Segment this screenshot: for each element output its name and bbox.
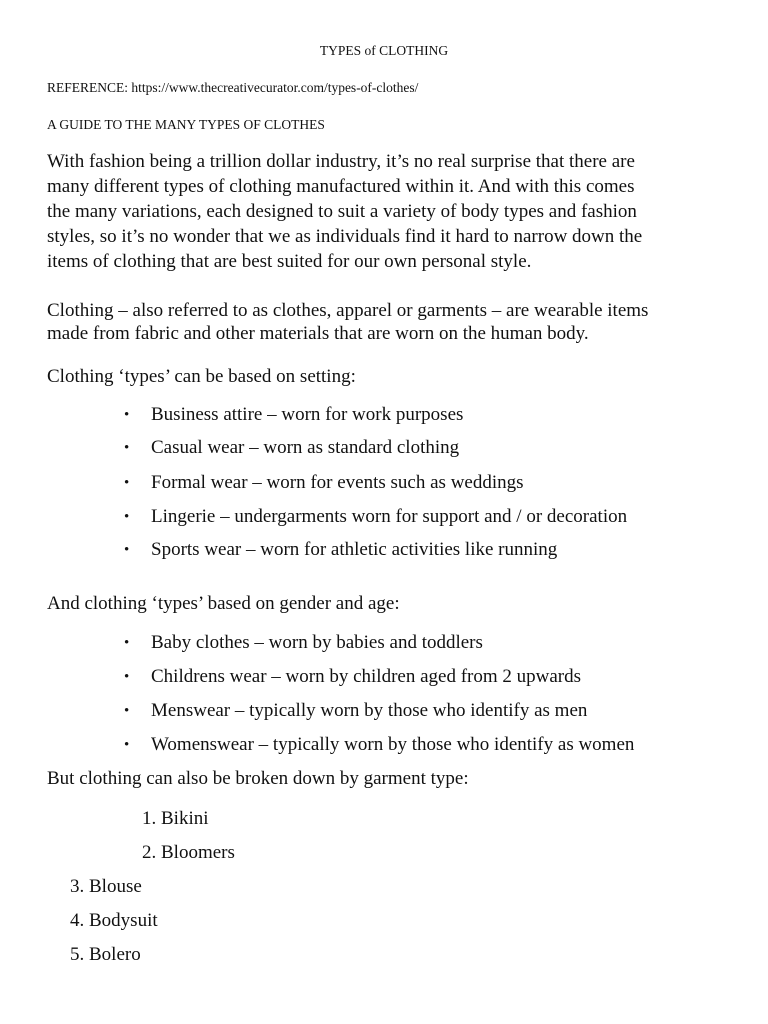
- garment-list-item: [70, 876, 142, 898]
- setting-item-label: Sports wear – worn for athletic activities like running: [151, 539, 558, 560]
- gender-item-label: Baby clothes – worn by babies and toddlers: [151, 632, 483, 653]
- setting-list-item: [124, 539, 557, 561]
- setting-list-item: [124, 506, 627, 528]
- setting-list-item: [124, 437, 459, 459]
- garment-item-label: Bloomers: [161, 842, 235, 863]
- list-number: 1.: [142, 808, 157, 829]
- para1-line: many different types of clothing manufactured within it. And with this comes: [47, 176, 635, 197]
- bullet-icon: •: [124, 407, 130, 423]
- garment-intro: But clothing can also be broken down by garment type:: [47, 768, 469, 789]
- setting-item-label: Lingerie – undergarments worn for support and / or decoration: [151, 506, 628, 527]
- gender-item-label: Childrens wear – worn by children aged from 2 upwards: [151, 666, 582, 687]
- para2-line: Clothing – also referred to as clothes, apparel or garments – are wearable items: [47, 300, 649, 321]
- list-number: 3.: [70, 876, 85, 897]
- garment-item-label: Bolero: [89, 944, 141, 965]
- setting-list-item: [124, 472, 524, 494]
- garment-list-item: [142, 808, 209, 830]
- gender-item-label: Menswear – typically worn by those who identify as men: [151, 700, 588, 721]
- bullet-icon: •: [124, 475, 130, 491]
- bullet-icon: •: [124, 703, 130, 719]
- para1-line: With fashion being a trillion dollar industry, it’s no real surprise that there are: [47, 151, 635, 172]
- setting-intro: Clothing ‘types’ can be based on setting:: [47, 366, 356, 387]
- guide-heading: A GUIDE TO THE MANY TYPES OF CLOTHES: [47, 117, 325, 132]
- bullet-icon: •: [124, 635, 130, 651]
- bullet-icon: •: [124, 542, 130, 558]
- gender-item-label: Womenswear – typically worn by those who identify as women: [151, 734, 635, 755]
- setting-item-label: Formal wear – worn for events such as weddings: [151, 472, 524, 493]
- setting-item-label: Casual wear – worn as standard clothing: [151, 437, 460, 458]
- gender-list-item: [124, 734, 634, 756]
- garment-item-label: Bikini: [161, 808, 209, 829]
- gender-list-item: [124, 666, 581, 688]
- bullet-icon: •: [124, 509, 130, 525]
- para1-line: the many variations, each designed to suit a variety of body types and fashion: [47, 201, 637, 222]
- para1-line: styles, so it’s no wonder that we as individuals find it hard to narrow down the: [47, 226, 643, 247]
- reference-line: REFERENCE: https://www.thecreativecurator.com/types-of-clothes/: [47, 80, 419, 95]
- list-number: 5.: [70, 944, 85, 965]
- list-number: 2.: [142, 842, 157, 863]
- bullet-icon: •: [124, 669, 130, 685]
- list-number: 4.: [70, 910, 85, 931]
- garment-list-item: [142, 842, 235, 864]
- setting-item-label: Business attire – worn for work purposes: [151, 404, 464, 425]
- gender-intro: And clothing ‘types’ based on gender and age:: [47, 593, 400, 614]
- para2-line: made from fabric and other materials that are worn on the human body.: [47, 323, 589, 344]
- document-title: TYPES of CLOTHING: [319, 43, 449, 58]
- garment-item-label: Bodysuit: [89, 910, 158, 931]
- garment-item-label: Blouse: [89, 876, 142, 897]
- para1-line: items of clothing that are best suited for our own personal style.: [47, 251, 532, 272]
- setting-list-item: [124, 404, 463, 426]
- bullet-icon: •: [124, 737, 130, 753]
- gender-list-item: [124, 700, 587, 722]
- garment-list-item: [70, 944, 141, 966]
- gender-list-item: [124, 632, 483, 654]
- garment-list-item: [70, 910, 158, 932]
- bullet-icon: •: [124, 440, 130, 456]
